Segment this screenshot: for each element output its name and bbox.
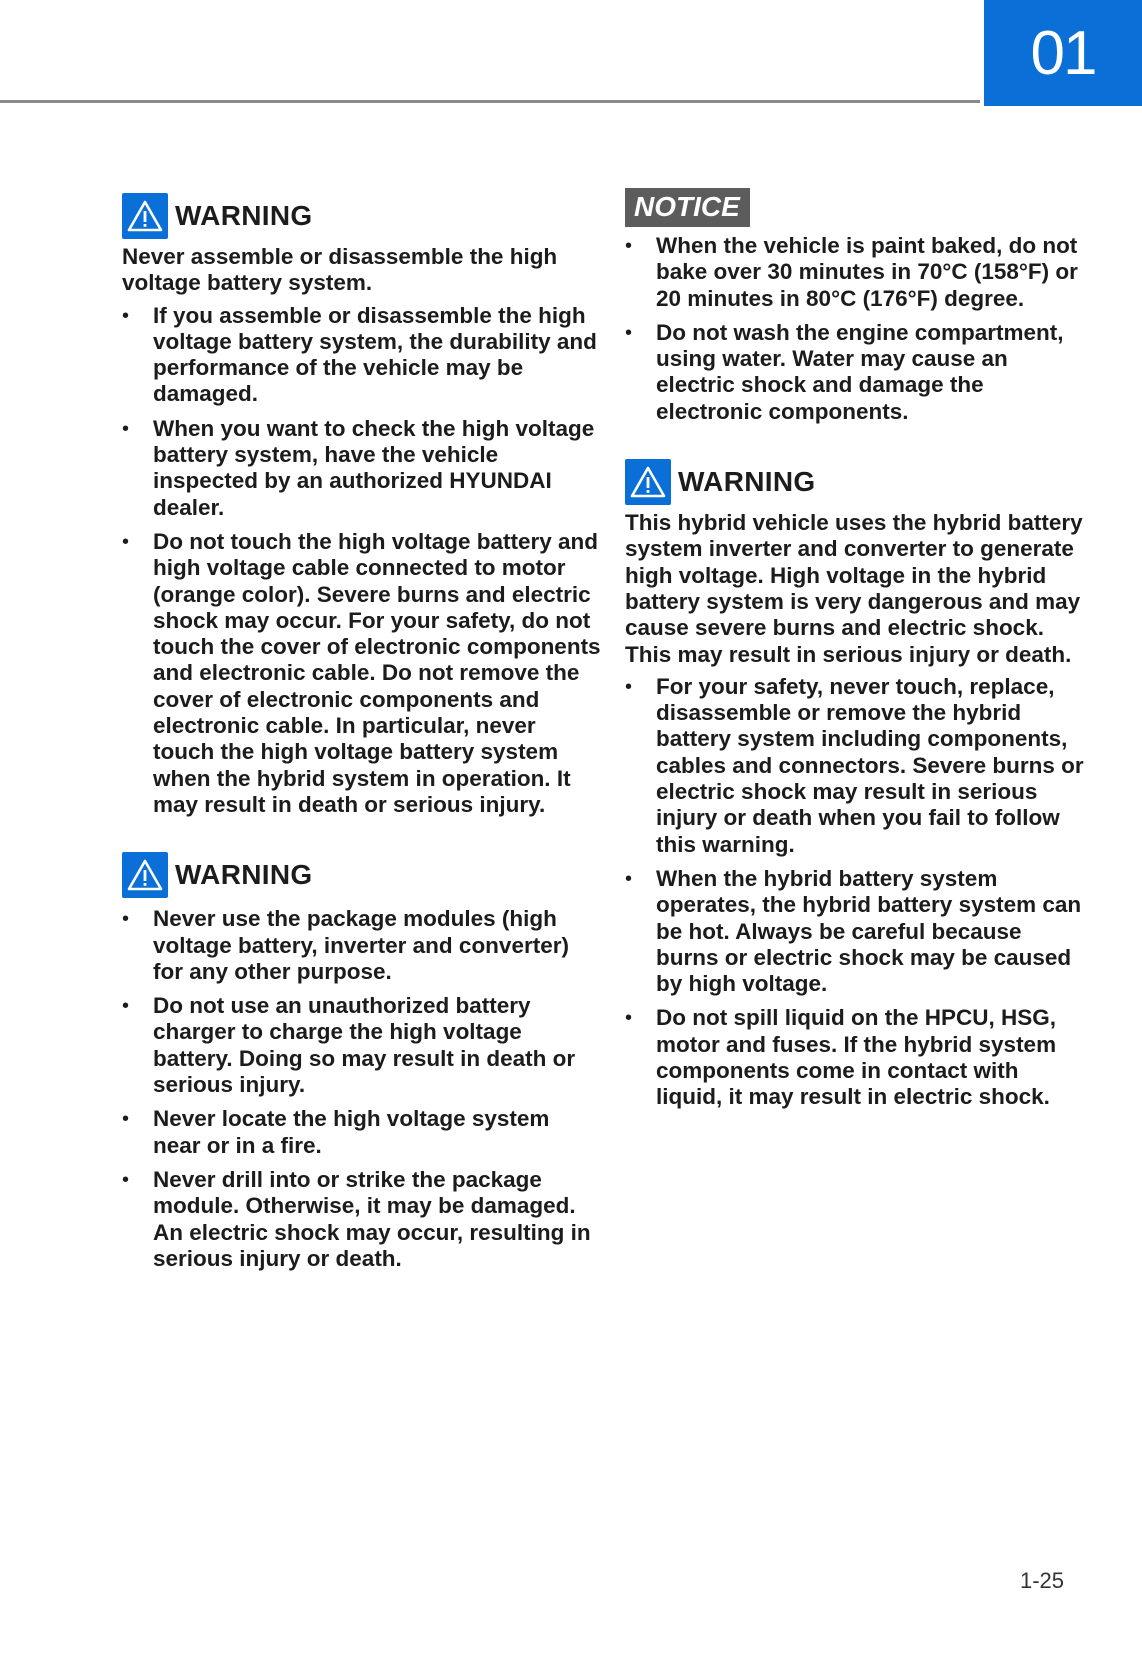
warning-triangle-icon	[122, 193, 168, 239]
notice-bullet-list	[625, 233, 1085, 425]
warning-box-2	[122, 852, 602, 1272]
warning-triangle-icon	[122, 852, 168, 898]
warning-title: WARNING	[175, 859, 313, 891]
bullet-icon: •	[122, 530, 130, 553]
bullet-icon: •	[625, 235, 633, 257]
list-item	[122, 529, 602, 818]
bullet-icon: •	[122, 304, 130, 327]
list-item	[122, 303, 602, 408]
list-item	[122, 993, 602, 1098]
left-column	[122, 193, 602, 1280]
list-item-text: Never use the package modules (high voltage battery, inverter and converter) for any other purpose.	[153, 906, 569, 984]
bullet-icon: •	[122, 908, 130, 931]
warning-box-3	[625, 459, 1085, 1111]
right-column	[625, 188, 1085, 1119]
warning-intro: Never assemble or disassemble the high voltage battery system.	[122, 244, 558, 296]
list-item	[122, 416, 602, 521]
list-item	[625, 674, 1085, 858]
bullet-icon: •	[122, 417, 130, 440]
notice-box	[625, 188, 1085, 425]
warning-intro: This hybrid vehicle uses the hybrid battery system inverter and converter to generate high voltage. High voltage in the hybrid battery system is very dangerous and may cause severe burns and electric shock. This may result in serious injury or death.	[625, 510, 1083, 667]
list-item-text: Do not spill liquid on the HPCU, HSG, motor and fuses. If the hybrid system components come in contact with liquid, it may result in electric shock.	[656, 1005, 1057, 1110]
bullet-icon: •	[625, 1007, 633, 1030]
warning-triangle-icon	[625, 459, 671, 505]
page-number: 1-25	[1020, 1568, 1065, 1593]
bullet-icon: •	[625, 675, 633, 698]
bullet-icon: •	[122, 1168, 130, 1191]
warning-bullet-list	[122, 303, 602, 819]
header-rule	[0, 100, 980, 103]
list-item	[122, 1106, 602, 1159]
bullet-icon: •	[122, 1108, 130, 1131]
list-item-text: When the hybrid battery system operates, the hybrid battery system can be hot. Always be careful because burns or electric shock may be caused by high voltage.	[656, 865, 1082, 997]
list-item-text: When the vehicle is paint baked, do not bake over 30 minutes in 70°C (158°F) or 20 minutes in 80°C (176°F) degree.	[656, 233, 1078, 311]
bullet-icon: •	[625, 867, 633, 890]
bullet-icon: •	[625, 321, 633, 344]
warning-bullet-list	[122, 906, 602, 1272]
warning-heading-3	[625, 459, 1085, 505]
list-item	[122, 906, 602, 985]
notice-badge: NOTICE	[625, 188, 750, 227]
list-item-text: Never drill into or strike the package module. Otherwise, it may be damaged. An electric shock may occur, resulting in serious injury or death.	[153, 1166, 591, 1271]
chapter-tab: 01	[984, 0, 1142, 106]
warning-box-1	[122, 193, 602, 818]
warning-heading-2	[122, 852, 602, 898]
list-item	[122, 1167, 602, 1272]
list-item-text: Do not use an unauthorized battery charger to charge the high voltage battery. Doing so may result in death or serious injury.	[153, 993, 576, 1098]
list-item-text: Do not wash the engine compartment, using water. Water may cause an electric shock and damage the electronic components.	[656, 319, 1064, 424]
list-item	[625, 1005, 1085, 1110]
bullet-icon: •	[122, 995, 130, 1018]
list-item-text: For your safety, never touch, replace, disassemble or remove the hybrid battery system including components, cables and connectors. Severe burns or electric shock may result in serious injury or death when you fail to follow this warning.	[656, 673, 1084, 857]
list-item-text: When you want to check the high voltage battery system, have the vehicle inspected by an authorized HYUNDAI dealer.	[153, 415, 595, 520]
warning-bullet-list	[625, 674, 1085, 1111]
list-item	[625, 320, 1085, 425]
list-item	[625, 866, 1085, 997]
warning-title: WARNING	[175, 200, 313, 231]
list-item-text: Never locate the high voltage system near or in a fire.	[153, 1106, 550, 1158]
warning-heading-1	[122, 193, 602, 239]
list-item-text: If you assemble or disassemble the high voltage battery system, the durability and performance of the vehicle may be damaged.	[153, 302, 597, 407]
warning-title: WARNING	[678, 466, 816, 498]
list-item	[625, 233, 1085, 312]
list-item-text: Do not touch the high voltage battery and high voltage cable connected to motor (orange color). Severe burns and electric shock may occur. For your safety, do not touch the cover of electronic components and electronic cable. Do not remove the cover of electronic components and electronic cable. In particular, never touch the high voltage battery system when the hybrid system in operation. It may result in death or serious injury.	[153, 528, 601, 817]
